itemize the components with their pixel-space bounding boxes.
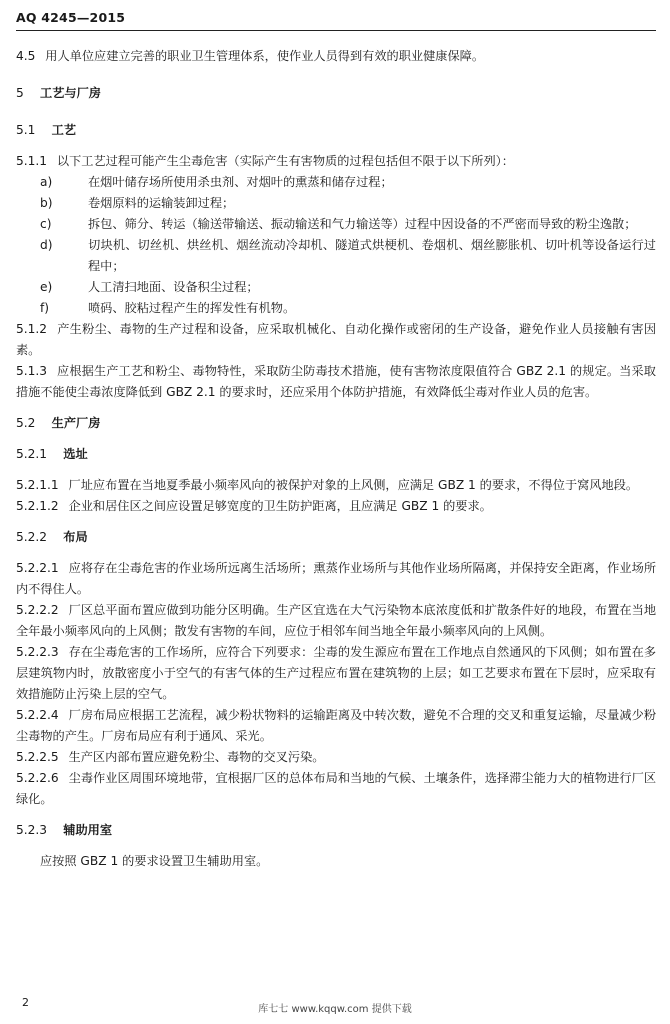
clause-number: 4.5 xyxy=(16,49,36,63)
clause-number: 5.2.2.4 xyxy=(16,708,59,722)
page-number: 2 xyxy=(22,996,29,1009)
list-label: f) xyxy=(40,301,50,315)
clause-text: 企业和居住区之间应设置足够宽度的卫生防护距离，且应满足 GBZ 1 的要求。 xyxy=(68,499,492,513)
heading-number: 5.1 xyxy=(16,123,36,137)
section-heading-5-1 xyxy=(16,120,656,141)
section-heading-5-2-2 xyxy=(16,527,656,548)
clause-5-2-2-6 xyxy=(16,768,656,810)
list-text: 人工清扫地面、设备积尘过程； xyxy=(88,280,259,294)
clause-text: 厂址应布置在当地夏季最小频率风向的被保护对象的上风侧，应满足 GBZ 1 的要求，不得位于窝风地段。 xyxy=(68,478,639,492)
list-item-a xyxy=(16,172,656,193)
clause-5-1-2 xyxy=(16,319,656,361)
heading-number: 5 xyxy=(16,86,24,100)
document-body xyxy=(16,44,656,872)
clause-text: 产生粉尘、毒物的生产过程和设备，应采取机械化、自动化操作或密闭的生产设备，避免作业人员接触有害因素。 xyxy=(16,322,657,357)
list-item-c xyxy=(16,214,656,235)
clause-5-2-3-text xyxy=(16,851,656,872)
list-text: 在烟叶储存场所使用杀虫剂、对烟叶的熏蒸和储存过程； xyxy=(88,175,393,189)
clause-text: 应将存在尘毒危害的作业场所远离生活场所；熏蒸作业场所与其他作业场所隔离，并保持安全距离，作业场所内不得住人。 xyxy=(16,561,657,596)
clause-number: 5.1.2 xyxy=(16,322,48,336)
clause-number: 5.1.1 xyxy=(16,154,48,168)
clause-4-5 xyxy=(16,46,656,67)
list-item-d xyxy=(16,235,656,277)
clause-number: 5.2.2.3 xyxy=(16,645,59,659)
clause-text: 以下工艺过程可能产生尘毒危害（实际产生有害物质的过程包括但不限于以下所列）： xyxy=(56,154,514,168)
clause-5-2-1-1 xyxy=(16,475,656,496)
section-heading-5-2-1 xyxy=(16,444,656,465)
clause-text: 应根据生产工艺和粉尘、毒物特性，采取防尘防毒技术措施，使有害物浓度限值符合 GBZ 2.1 的规定。当采取措施不能使尘毒浓度降低到 GBZ 2.1 的要求时，还应采用个体防护措施，有效降低尘毒对作业人员的危害。 xyxy=(16,364,656,399)
header-rule xyxy=(16,30,656,31)
clause-5-2-1-2 xyxy=(16,496,656,517)
clause-number: 5.2.2.6 xyxy=(16,771,59,785)
clause-text: 尘毒作业区周围环境地带，宜根据厂区的总体布局和当地的气候、土壤条件，选择滞尘能力大的植物进行厂区绿化。 xyxy=(16,771,657,806)
list-text: 拆包、筛分、转运（输送带输送、振动输送和气力输送等）过程中因设备的不严密而导致的粉尘逸散； xyxy=(88,217,637,231)
download-watermark: 库七七 www.kqqw.com 提供下载 xyxy=(258,1004,412,1015)
list-label: e) xyxy=(40,280,53,294)
clause-text: 厂区总平面布置应做到功能分区明确。生产区宜选在大气污染物本底浓度低和扩散条件好的地段，布置在当地全年最小频率风向的上风侧；散发有害物的车间，应位于相邻车间当地全年最小频率风向的上风侧。 xyxy=(16,603,657,638)
clause-5-2-2-5 xyxy=(16,747,656,768)
heading-title: 工艺 xyxy=(51,123,77,137)
list-label: b) xyxy=(40,196,53,210)
heading-title: 辅助用室 xyxy=(63,823,113,837)
list-text: 卷烟原料的运输装卸过程； xyxy=(88,196,235,210)
list-item-e xyxy=(16,277,656,298)
clause-number: 5.2.2.1 xyxy=(16,561,59,575)
clause-number: 5.1.3 xyxy=(16,364,48,378)
heading-title: 选址 xyxy=(63,447,88,461)
list-item-b xyxy=(16,193,656,214)
clause-text: 应按照 GBZ 1 的要求设置卫生辅助用室。 xyxy=(40,854,269,868)
list-text: 切块机、切丝机、烘丝机、烟丝流动冷却机、隧道式烘梗机、卷烟机、烟丝膨胀机、切叶机等设备运行过程中； xyxy=(88,238,656,273)
heading-number: 5.2.3 xyxy=(16,823,48,837)
clause-5-1-1 xyxy=(16,151,656,172)
list-label: c) xyxy=(40,217,52,231)
list-label: a) xyxy=(40,175,53,189)
section-heading-5 xyxy=(16,83,656,104)
clause-text: 生产区内部布置应避免粉尘、毒物的交叉污染。 xyxy=(68,750,325,764)
heading-title: 工艺与厂房 xyxy=(40,86,101,100)
heading-title: 生产厂房 xyxy=(51,416,101,430)
clause-number: 5.2.2.2 xyxy=(16,603,59,617)
clause-text: 用人单位应建立完善的职业卫生管理体系，使作业人员得到有效的职业健康保障。 xyxy=(45,49,485,63)
heading-title: 布局 xyxy=(63,530,88,544)
heading-number: 5.2.2 xyxy=(16,530,48,544)
list-item-f xyxy=(16,298,656,319)
clause-5-2-2-4 xyxy=(16,705,656,747)
clause-number: 5.2.2.5 xyxy=(16,750,59,764)
clause-5-2-2-2 xyxy=(16,600,656,642)
clause-5-1-3 xyxy=(16,361,656,403)
clause-5-2-2-1 xyxy=(16,558,656,600)
heading-number: 5.2 xyxy=(16,416,36,430)
standard-code-header: AQ 4245—2015 xyxy=(16,10,126,25)
section-heading-5-2-3 xyxy=(16,820,656,841)
list-text: 喷码、胶粘过程产生的挥发性有机物。 xyxy=(88,301,296,315)
heading-number: 5.2.1 xyxy=(16,447,48,461)
clause-number: 5.2.1.1 xyxy=(16,478,59,492)
clause-5-2-2-3 xyxy=(16,642,656,705)
clause-text: 存在尘毒危害的工作场所，应符合下列要求：尘毒的发生源应布置在工作地点自然通风的下风侧；如布置在多层建筑物内时，放散密度小于空气的有害气体的生产过程应布置在建筑物的上层；如工艺要求布置在下层时，应采取有效措施防止污染上层的空气。 xyxy=(16,645,657,701)
clause-number: 5.2.1.2 xyxy=(16,499,59,513)
clause-text: 厂房布局应根据工艺流程，减少粉状物料的运输距离及中转次数，避免不合理的交叉和重复运输，尽量减少粉尘毒物的产生。厂房布局应有利于通风、采光。 xyxy=(16,708,657,743)
list-label: d) xyxy=(40,238,53,252)
section-heading-5-2 xyxy=(16,413,656,434)
